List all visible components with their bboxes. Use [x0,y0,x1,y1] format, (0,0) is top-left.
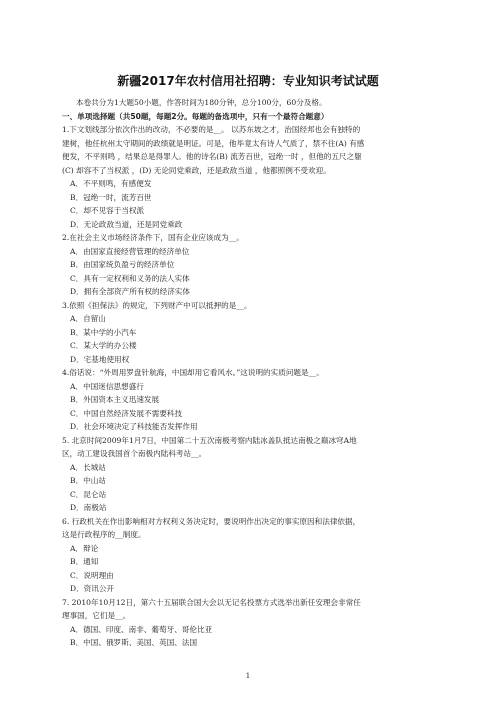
document-title: 新疆2017年农村信用社招聘：专业知识考试试题 [117,74,379,88]
question-stem-line: (C) 却容不了当权派 ，(D) 无论同党乘政，还是政敌当道 ，他都照例不受欢迎。 [62,165,331,175]
answer-option: D．南极站 [70,503,107,512]
answer-option: A．自留山 [70,314,106,323]
answer-option: B．由国家统负盈亏的经济单位 [70,260,175,269]
answer-option: B．中山站 [70,476,106,485]
question-stem-line: 便发，不平则鸣 ，结果总是得罪人。他的诗名(B) 流芳百世，冠绝一时 ，但他的五尺之躯 [62,152,362,161]
answer-option: B．冠绝一时，流芳百世 [70,192,152,202]
answer-option: D．无论政敌当道，还是同党乘政 [70,219,183,229]
question-block [62,299,426,367]
question-stem-line: 5. 北京时间2009年1月7日，中国第二十五次南极考察内陆冰盖队抵达南极之巅冰穹A地 [62,435,357,445]
question-block [62,596,426,650]
answer-option: C．某大学的办公楼 [70,341,137,350]
answer-option: C．却不见容于当权派 [70,206,145,215]
answer-option: B．中国、俄罗斯、美国、英国、法国 [70,638,198,647]
answer-option: D．资讯公开 [70,584,115,593]
question-block [62,231,426,299]
question-stem-line: 理事国，它们是__。 [62,611,131,620]
answer-option: B．外国资本主义迅速发展 [70,395,160,404]
question-stem-line: 这是行政程序的__制度。 [62,530,146,539]
question-block [62,123,426,231]
answer-option: D．宅基地使用权 [70,354,130,364]
question-block [62,366,426,434]
question-stem-line: 建树，他任杭州太守期间的政绩就是明证。可是，他毕竟太有诗人气质了，禁不住(A) 有感 [62,138,365,148]
answer-option: C．昆仑站 [70,489,107,499]
answer-option: A．长城站 [70,462,106,472]
question-stem-line: 7. 2010年10月12日，第六十五届联合国大会以无记名投票方式选举出新任安理会非常任 [62,597,361,607]
answer-option: C．说明理由 [70,570,114,580]
question-stem-line: 区，动工建设我国首个南极内陆科考站__。 [62,449,207,458]
question-stem-line: 2.在社会主义市场经济条件下，国有企业应该成为__。 [62,233,244,242]
answer-option: B．通知 [70,557,99,566]
question-stem-line: 3.依照《担保法》的规定，下列财产中可以抵押的是__。 [62,300,252,310]
section-heading: 一、单项选择题（共50题，每题2分。每题的备选项中，只有一个最符合题意） [62,111,329,121]
answer-option: A．不平则鸣，有感便发 [70,179,152,188]
answer-option: A．德国、印度、南非、葡萄牙、哥伦比亚 [70,624,213,634]
answer-option: A．中国迷信思想盛行 [70,381,144,391]
answer-option: D．拥有全部资产所有权的经济实体 [70,287,190,296]
answer-option: D．社会环境决定了科技能否发挥作用 [70,422,198,431]
question-stem-line: 6. 行政机关在作出影响相对方权利义务决定时，要说明作出决定的事实原因和法律依据， [62,516,361,526]
answer-option: A．由国家直接经营管理的经济单位 [70,246,190,256]
question-list [62,123,426,650]
exam-intro: 本卷共分为1大题50小题，作答时间为180分钟，总分100分，60分及格。 [76,98,327,107]
answer-option: B．某中学的小汽车 [70,327,137,337]
answer-option: A．辩论 [70,543,99,553]
question-stem-line: 4.俗话说：“外周用罗盘针航海，中国却用它看风水。”这说明的实质问题是__。 [62,368,324,377]
question-block [62,434,426,515]
answer-option: C．中国自然经济发展不需要科技 [70,408,183,418]
document-body [62,96,426,650]
page-number: 1 [245,672,251,680]
question-stem-line: 1.下文划线部分依次作出的改动，不必要的是__。 以苏东坡之才，治国经邦也会有独特的 [62,125,361,134]
answer-option: C．具有一定权利和义务的法人实体 [70,273,190,283]
question-block [62,515,426,596]
